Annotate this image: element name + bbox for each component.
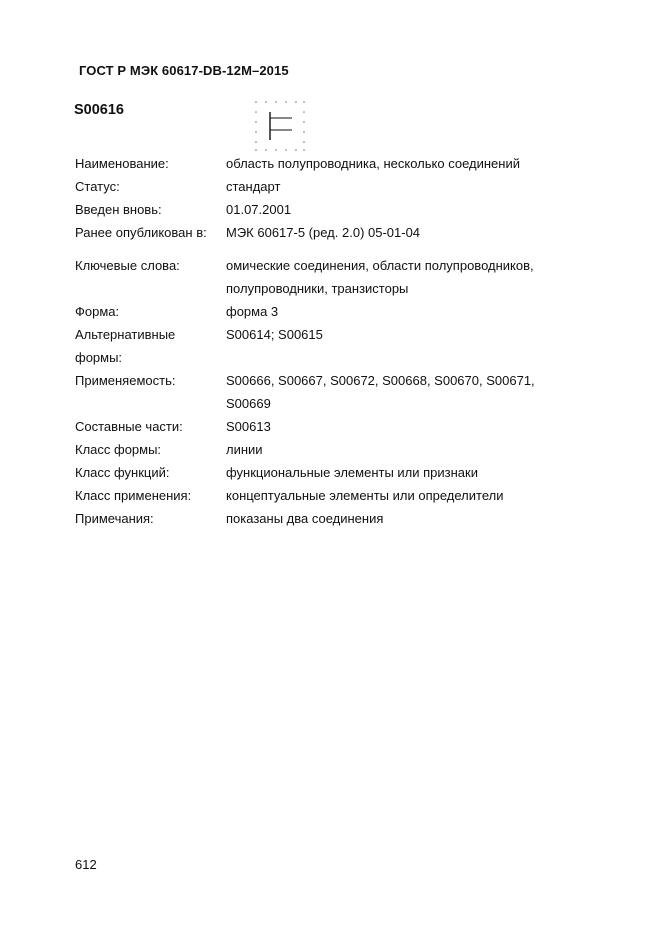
property-value bbox=[226, 438, 595, 461]
property-label bbox=[75, 507, 226, 530]
property-label bbox=[75, 415, 226, 438]
property-label bbox=[75, 221, 226, 244]
property-value-line: МЭК 60617-5 (ред. 2.0) 05-01-04 bbox=[226, 225, 421, 240]
property-row bbox=[75, 369, 595, 415]
property-label bbox=[75, 300, 226, 323]
property-label bbox=[75, 254, 226, 300]
property-row bbox=[75, 300, 595, 323]
property-label-line: Класс применения: bbox=[75, 488, 192, 503]
property-label bbox=[75, 198, 226, 221]
property-label-line: Введен вновь: bbox=[75, 202, 162, 217]
property-label-line: Ранее опубликован в: bbox=[75, 225, 207, 240]
property-row bbox=[75, 507, 595, 530]
property-value-line: S00613 bbox=[226, 419, 271, 434]
property-value bbox=[226, 152, 595, 175]
property-value-line: S00614; S00615 bbox=[226, 327, 323, 342]
property-label bbox=[75, 461, 226, 484]
property-row bbox=[75, 254, 595, 300]
property-value-line: линии bbox=[226, 442, 263, 457]
property-label bbox=[75, 323, 226, 369]
property-label-line: Альтернативные bbox=[75, 327, 176, 342]
property-value-line: S00666, S00667, S00672, S00668, S00670, S00671, bbox=[226, 373, 535, 388]
property-label-line: Примечания: bbox=[75, 511, 154, 526]
property-label-line: Форма: bbox=[75, 304, 120, 319]
property-value-line: область полупроводника, несколько соединений bbox=[226, 156, 520, 171]
property-value-line: форма 3 bbox=[226, 304, 279, 319]
document-header: ГОСТ Р МЭК 60617-DB-12M–2015 bbox=[79, 63, 289, 78]
property-label-line: Наименование: bbox=[75, 156, 169, 171]
property-value bbox=[226, 221, 595, 244]
property-value-line: показаны два соединения bbox=[226, 511, 384, 526]
property-value-line: функциональные элементы или признаки bbox=[226, 465, 478, 480]
property-label-line: Применяемость: bbox=[75, 373, 176, 388]
property-row bbox=[75, 484, 595, 507]
property-label bbox=[75, 152, 226, 175]
property-value bbox=[226, 323, 595, 369]
property-value-line: омические соединения, области полупроводников, bbox=[226, 258, 534, 273]
property-row bbox=[75, 152, 595, 175]
property-value bbox=[226, 461, 595, 484]
property-value-line: S00669 bbox=[226, 396, 271, 411]
symbol-graphic bbox=[254, 100, 306, 152]
property-value bbox=[226, 198, 595, 221]
property-label bbox=[75, 175, 226, 198]
property-value bbox=[226, 415, 595, 438]
property-value bbox=[226, 175, 595, 198]
property-row bbox=[75, 323, 595, 369]
property-row bbox=[75, 175, 595, 198]
grid-dots bbox=[255, 101, 305, 151]
property-row bbox=[75, 198, 595, 221]
property-value-line: полупроводники, транзисторы bbox=[226, 281, 409, 296]
property-value-line: концептуальные элементы или определители bbox=[226, 488, 504, 503]
property-label bbox=[75, 438, 226, 461]
property-label-line: Составные части: bbox=[75, 419, 183, 434]
page-number: 612 bbox=[75, 857, 97, 872]
symbol-code: S00616 bbox=[74, 102, 124, 118]
property-row bbox=[75, 461, 595, 484]
property-row bbox=[75, 438, 595, 461]
property-value-line: стандарт bbox=[226, 179, 281, 194]
property-value bbox=[226, 507, 595, 530]
properties-table bbox=[75, 152, 595, 530]
property-value-line: 01.07.2001 bbox=[226, 202, 292, 217]
property-row bbox=[75, 415, 595, 438]
property-value bbox=[226, 254, 595, 300]
property-label-line: Класс функций: bbox=[75, 465, 170, 480]
property-label-line: Статус: bbox=[75, 179, 120, 194]
property-label-line: Ключевые слова: bbox=[75, 258, 180, 273]
property-label bbox=[75, 369, 226, 415]
property-value bbox=[226, 369, 595, 415]
section-gap bbox=[75, 244, 595, 254]
property-label-line: Класс формы: bbox=[75, 442, 162, 457]
property-label bbox=[75, 484, 226, 507]
property-value bbox=[226, 300, 595, 323]
property-row bbox=[75, 221, 595, 244]
property-label-line: формы: bbox=[75, 350, 123, 365]
property-value bbox=[226, 484, 595, 507]
